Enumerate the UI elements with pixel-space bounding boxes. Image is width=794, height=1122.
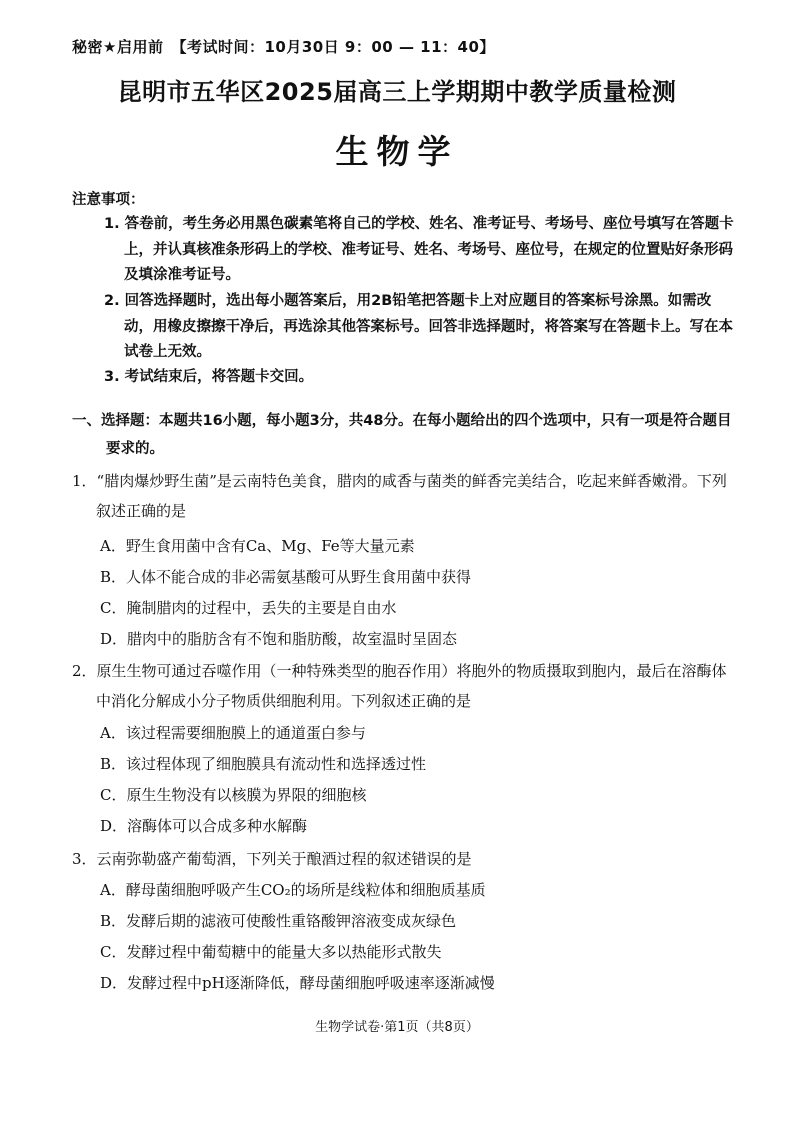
- section-heading: [72, 407, 732, 463]
- question-2-option-d: D．溶酶体可以合成多种水解酶: [100, 817, 308, 835]
- question-2-option-c: C．原生生物没有以核膜为界限的细胞核: [100, 786, 367, 804]
- question-2-option-a: A．该过程需要细胞膜上的通道蛋白参与: [100, 724, 366, 742]
- question-text: 1．“腊肉爆炒野生菌”是云南特色美食，腊肉的咸香与菌类的鲜香完美结合，吃起来鲜香嫩滑。下列叙述正确的是: [72, 472, 727, 520]
- question-2-stem: [72, 656, 732, 716]
- section-text: 一、选择题：本题共16小题，每小题3分，共48分。在每小题给出的四个选项中，只有一项是符合题目要求的。: [72, 413, 732, 457]
- exam-time-header: 秘密★启用前 【考试时间：10月30日 9：00 — 11：40】: [72, 38, 495, 56]
- question-1-option-b: B．人体不能合成的非必需氨基酸可从野生食用菌中获得: [100, 568, 472, 586]
- note-item-2: [104, 289, 734, 366]
- note-text: 3. 考试结束后，将答题卡交回。: [104, 369, 314, 385]
- subject-title: 生物学: [335, 132, 459, 171]
- question-2-option-b: B．该过程体现了细胞膜具有流动性和选择透过性: [100, 755, 427, 773]
- exam-title: 昆明市五华区2025届高三上学期期中教学质量检测: [117, 78, 677, 106]
- question-1-option-d: D．腊肉中的脂肪含有不饱和脂肪酸，故室温时呈固态: [100, 630, 458, 648]
- note-item-3: [104, 365, 734, 391]
- question-text: 3．云南弥勒盛产葡萄酒，下列关于酿酒过程的叙述错误的是: [72, 850, 472, 868]
- note-text: 2. 回答选择题时，选出每小题答案后，用2B铅笔把答题卡上对应题目的答案标号涂黑。如需改动，用橡皮擦擦干净后，再选涂其他答案标号。回答非选择题时，将答案写在答题卡上。写在本试卷上无效。: [104, 293, 733, 360]
- question-3-stem: [72, 844, 732, 874]
- page-footer: 生物学试卷·第1页（共8页）: [315, 1020, 479, 1035]
- note-text: 1. 答卷前，考生务必用黑色碳素笔将自己的学校、姓名、准考证号、考场号、座位号填写在答题卡上，并认真核准条形码上的学校、准考证号、姓名、考场号、座位号，在规定的位置贴好条形码及填涂准考证号。: [104, 216, 734, 283]
- question-3-option-c: C．发酵过程中葡萄糖中的能量大多以热能形式散失: [100, 943, 442, 961]
- question-3-option-d: D．发酵过程中pH逐渐降低，酵母菌细胞呼吸速率逐渐减慢: [100, 974, 495, 992]
- question-3-option-b: B．发酵后期的滤液可使酸性重铬酸钾溶液变成灰绿色: [100, 912, 457, 930]
- question-text: 2．原生生物可通过吞噬作用（一种特殊类型的胞吞作用）将胞外的物质摄取到胞内，最后在溶酶体中消化分解成小分子物质供细胞利用。下列叙述正确的是: [72, 662, 727, 710]
- question-1-option-c: C．腌制腊肉的过程中，丢失的主要是自由水: [100, 599, 397, 617]
- question-1-stem: [72, 466, 732, 526]
- notes-heading: 注意事项：: [72, 192, 145, 208]
- question-3-option-a: A．酵母菌细胞呼吸产生CO₂的场所是线粒体和细胞质基质: [100, 881, 486, 899]
- question-1-option-a: A．野生食用菌中含有Ca、Mg、Fe等大量元素: [100, 537, 415, 555]
- note-item-1: [104, 212, 734, 289]
